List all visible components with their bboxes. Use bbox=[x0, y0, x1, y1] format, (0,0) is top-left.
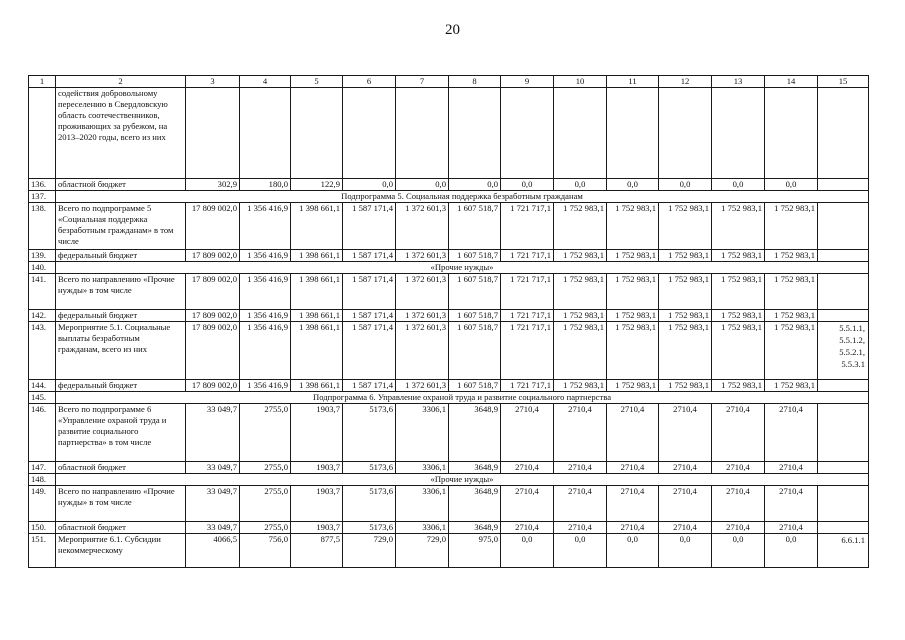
value-cell: 1 752 983,1 bbox=[659, 380, 712, 392]
value-cell: 1 356 416,9 bbox=[240, 203, 291, 250]
column-header: 15 bbox=[818, 76, 869, 88]
value-cell: 1 721 717,1 bbox=[501, 203, 554, 250]
table-row bbox=[29, 310, 869, 322]
value-cell: 1 752 983,1 bbox=[554, 250, 607, 262]
value-cell: 1 752 983,1 bbox=[554, 310, 607, 322]
row-number: 140. bbox=[29, 262, 56, 274]
row-name: федеральный бюджет bbox=[56, 310, 186, 322]
row-number: 146. bbox=[29, 404, 56, 462]
value-cell: 2710,4 bbox=[554, 522, 607, 534]
value-cell: 2710,4 bbox=[501, 404, 554, 462]
value-cell: 17 809 002,0 bbox=[186, 203, 240, 250]
value-cell: 3306,1 bbox=[396, 404, 449, 462]
value-cell: 1 752 983,1 bbox=[765, 310, 818, 322]
value-cell bbox=[186, 88, 240, 179]
value-cell: 729,0 bbox=[343, 534, 396, 568]
value-cell: 0,0 bbox=[607, 179, 659, 191]
target-indicator-ref bbox=[818, 179, 869, 191]
value-cell: 1 372 601,3 bbox=[396, 322, 449, 380]
value-cell bbox=[554, 88, 607, 179]
value-cell: 17 809 002,0 bbox=[186, 380, 240, 392]
value-cell: 2710,4 bbox=[501, 486, 554, 522]
value-cell: 1903,7 bbox=[291, 486, 343, 522]
value-cell: 1 752 983,1 bbox=[765, 322, 818, 380]
value-cell: 1 587 171,4 bbox=[343, 322, 396, 380]
row-name: Мероприятие 5.1. Социальные выплаты безработным гражданам, всего из них bbox=[56, 322, 186, 380]
column-header: 14 bbox=[765, 76, 818, 88]
value-cell: 180,0 bbox=[240, 179, 291, 191]
column-header: 8 bbox=[449, 76, 501, 88]
value-cell: 2710,4 bbox=[712, 486, 765, 522]
value-cell: 33 049,7 bbox=[186, 404, 240, 462]
value-cell: 1 587 171,4 bbox=[343, 250, 396, 262]
row-number: 137. bbox=[29, 191, 56, 203]
row-name: содействия добровольному переселению в Свердловскую область соотечественников, проживающих за рубежом, на 2013–2020 годы, всего из них bbox=[56, 88, 186, 179]
column-header: 7 bbox=[396, 76, 449, 88]
value-cell: 0,0 bbox=[501, 179, 554, 191]
section-heading: «Прочие нужды» bbox=[56, 474, 869, 486]
value-cell: 2755,0 bbox=[240, 522, 291, 534]
value-cell: 17 809 002,0 bbox=[186, 310, 240, 322]
value-cell: 17 809 002,0 bbox=[186, 250, 240, 262]
row-name: Мероприятие 6.1. Субсидии некоммерческому bbox=[56, 534, 186, 568]
section-heading: Подпрограмма 6. Управление охраной труда и развитие социального партнерства bbox=[56, 392, 869, 404]
value-cell: 1 398 661,1 bbox=[291, 322, 343, 380]
value-cell: 1 587 171,4 bbox=[343, 310, 396, 322]
table-row bbox=[29, 392, 869, 404]
row-number: 147. bbox=[29, 462, 56, 474]
value-cell: 1903,7 bbox=[291, 462, 343, 474]
value-cell: 1 752 983,1 bbox=[554, 203, 607, 250]
row-name: федеральный бюджет bbox=[56, 380, 186, 392]
value-cell: 1 721 717,1 bbox=[501, 274, 554, 310]
value-cell bbox=[449, 88, 501, 179]
table-row bbox=[29, 250, 869, 262]
value-cell: 1 752 983,1 bbox=[607, 274, 659, 310]
column-number-row bbox=[29, 76, 869, 88]
value-cell: 1 721 717,1 bbox=[501, 380, 554, 392]
target-indicator-ref: 5.5.1.1, 5.5.1.2, 5.5.2.1, 5.5.3.1 bbox=[818, 322, 869, 380]
table-row bbox=[29, 179, 869, 191]
value-cell: 1 607 518,7 bbox=[449, 203, 501, 250]
table-row bbox=[29, 88, 869, 179]
column-header: 11 bbox=[607, 76, 659, 88]
value-cell bbox=[343, 88, 396, 179]
value-cell: 2755,0 bbox=[240, 462, 291, 474]
value-cell: 2710,4 bbox=[607, 404, 659, 462]
value-cell: 1 752 983,1 bbox=[554, 322, 607, 380]
value-cell: 122,9 bbox=[291, 179, 343, 191]
row-number: 150. bbox=[29, 522, 56, 534]
value-cell: 2710,4 bbox=[607, 462, 659, 474]
value-cell: 2710,4 bbox=[659, 462, 712, 474]
value-cell: 1 752 983,1 bbox=[712, 380, 765, 392]
value-cell: 1 372 601,3 bbox=[396, 310, 449, 322]
row-name: областной бюджет bbox=[56, 462, 186, 474]
value-cell: 1 752 983,1 bbox=[607, 250, 659, 262]
value-cell: 1 752 983,1 bbox=[712, 250, 765, 262]
row-name: Всего по направлению «Прочие нужды» в том числе bbox=[56, 274, 186, 310]
value-cell: 33 049,7 bbox=[186, 522, 240, 534]
value-cell: 3648,9 bbox=[449, 462, 501, 474]
column-header: 10 bbox=[554, 76, 607, 88]
column-header: 2 bbox=[56, 76, 186, 88]
value-cell: 1 607 518,7 bbox=[449, 380, 501, 392]
target-indicator-ref bbox=[818, 250, 869, 262]
value-cell bbox=[396, 88, 449, 179]
value-cell: 0,0 bbox=[765, 534, 818, 568]
value-cell: 1 607 518,7 bbox=[449, 250, 501, 262]
value-cell: 0,0 bbox=[501, 534, 554, 568]
value-cell: 1 721 717,1 bbox=[501, 250, 554, 262]
table-row bbox=[29, 404, 869, 462]
value-cell: 2710,4 bbox=[554, 486, 607, 522]
value-cell: 2710,4 bbox=[712, 522, 765, 534]
value-cell: 1 752 983,1 bbox=[607, 380, 659, 392]
value-cell: 1 752 983,1 bbox=[659, 203, 712, 250]
value-cell bbox=[659, 88, 712, 179]
value-cell: 2755,0 bbox=[240, 404, 291, 462]
value-cell: 0,0 bbox=[396, 179, 449, 191]
value-cell: 1 398 661,1 bbox=[291, 250, 343, 262]
value-cell: 1903,7 bbox=[291, 404, 343, 462]
value-cell: 1 752 983,1 bbox=[659, 310, 712, 322]
value-cell: 1 752 983,1 bbox=[659, 322, 712, 380]
target-indicator-ref bbox=[818, 310, 869, 322]
value-cell bbox=[291, 88, 343, 179]
target-indicator-ref bbox=[818, 522, 869, 534]
value-cell: 33 049,7 bbox=[186, 486, 240, 522]
value-cell: 3648,9 bbox=[449, 522, 501, 534]
value-cell: 1 398 661,1 bbox=[291, 203, 343, 250]
target-indicator-ref bbox=[818, 380, 869, 392]
row-number: 144. bbox=[29, 380, 56, 392]
table-row bbox=[29, 274, 869, 310]
value-cell: 2710,4 bbox=[607, 522, 659, 534]
budget-table bbox=[28, 75, 869, 568]
section-heading: Подпрограмма 5. Социальная поддержка безработным гражданам bbox=[56, 191, 869, 203]
row-number: 136. bbox=[29, 179, 56, 191]
value-cell: 2710,4 bbox=[554, 462, 607, 474]
value-cell: 2710,4 bbox=[501, 462, 554, 474]
value-cell: 2710,4 bbox=[554, 404, 607, 462]
value-cell bbox=[765, 88, 818, 179]
target-indicator-ref bbox=[818, 203, 869, 250]
value-cell: 5173,6 bbox=[343, 486, 396, 522]
value-cell: 0,0 bbox=[607, 534, 659, 568]
value-cell: 5173,6 bbox=[343, 462, 396, 474]
table-row bbox=[29, 322, 869, 380]
column-header: 3 bbox=[186, 76, 240, 88]
value-cell: 2710,4 bbox=[712, 462, 765, 474]
value-cell: 1 752 983,1 bbox=[607, 322, 659, 380]
value-cell: 0,0 bbox=[765, 179, 818, 191]
value-cell: 0,0 bbox=[659, 534, 712, 568]
value-cell: 1 398 661,1 bbox=[291, 380, 343, 392]
value-cell: 3648,9 bbox=[449, 404, 501, 462]
value-cell: 1 356 416,9 bbox=[240, 380, 291, 392]
table-body bbox=[29, 76, 869, 568]
value-cell: 2710,4 bbox=[659, 486, 712, 522]
value-cell bbox=[240, 88, 291, 179]
value-cell: 1 607 518,7 bbox=[449, 310, 501, 322]
value-cell: 2710,4 bbox=[765, 462, 818, 474]
value-cell: 1 587 171,4 bbox=[343, 380, 396, 392]
value-cell: 1 752 983,1 bbox=[712, 274, 765, 310]
value-cell: 756,0 bbox=[240, 534, 291, 568]
page-number: 20 bbox=[445, 22, 460, 38]
value-cell bbox=[712, 88, 765, 179]
row-number: 139. bbox=[29, 250, 56, 262]
row-number: 138. bbox=[29, 203, 56, 250]
value-cell: 0,0 bbox=[659, 179, 712, 191]
value-cell bbox=[607, 88, 659, 179]
row-name: Всего по подпрограмме 5 «Социальная поддержка безработным гражданам» в том числе bbox=[56, 203, 186, 250]
value-cell: 3648,9 bbox=[449, 486, 501, 522]
value-cell: 1 398 661,1 bbox=[291, 310, 343, 322]
row-name: областной бюджет bbox=[56, 179, 186, 191]
target-indicator-ref bbox=[818, 404, 869, 462]
value-cell: 1 752 983,1 bbox=[607, 203, 659, 250]
table-row bbox=[29, 191, 869, 203]
row-number: 149. bbox=[29, 486, 56, 522]
value-cell: 1 372 601,3 bbox=[396, 380, 449, 392]
value-cell: 1 752 983,1 bbox=[554, 380, 607, 392]
value-cell: 2755,0 bbox=[240, 486, 291, 522]
value-cell: 1 752 983,1 bbox=[765, 274, 818, 310]
value-cell: 3306,1 bbox=[396, 522, 449, 534]
value-cell: 2710,4 bbox=[765, 522, 818, 534]
table-row bbox=[29, 522, 869, 534]
row-name: областной бюджет bbox=[56, 522, 186, 534]
table-row bbox=[29, 474, 869, 486]
value-cell: 1 752 983,1 bbox=[659, 250, 712, 262]
value-cell: 1903,7 bbox=[291, 522, 343, 534]
value-cell: 1 752 983,1 bbox=[765, 380, 818, 392]
column-header: 12 bbox=[659, 76, 712, 88]
value-cell: 1 398 661,1 bbox=[291, 274, 343, 310]
value-cell: 2710,4 bbox=[765, 404, 818, 462]
value-cell: 1 752 983,1 bbox=[712, 310, 765, 322]
value-cell: 0,0 bbox=[554, 179, 607, 191]
target-indicator-ref bbox=[818, 88, 869, 179]
value-cell: 1 372 601,3 bbox=[396, 203, 449, 250]
value-cell: 17 809 002,0 bbox=[186, 274, 240, 310]
value-cell: 1 752 983,1 bbox=[712, 203, 765, 250]
row-name: Всего по подпрограмме 6 «Управление охраной труда и развитие социального партнерства» в том числе bbox=[56, 404, 186, 462]
section-heading: «Прочие нужды» bbox=[56, 262, 869, 274]
value-cell: 5173,6 bbox=[343, 404, 396, 462]
value-cell: 1 607 518,7 bbox=[449, 274, 501, 310]
value-cell: 1 372 601,3 bbox=[396, 250, 449, 262]
value-cell: 0,0 bbox=[554, 534, 607, 568]
value-cell: 2710,4 bbox=[501, 522, 554, 534]
value-cell: 2710,4 bbox=[659, 404, 712, 462]
value-cell: 1 356 416,9 bbox=[240, 274, 291, 310]
value-cell: 2710,4 bbox=[659, 522, 712, 534]
value-cell: 0,0 bbox=[449, 179, 501, 191]
table-row bbox=[29, 486, 869, 522]
row-number bbox=[29, 88, 56, 179]
value-cell: 302,9 bbox=[186, 179, 240, 191]
value-cell: 975,0 bbox=[449, 534, 501, 568]
value-cell: 1 752 983,1 bbox=[712, 322, 765, 380]
row-name: федеральный бюджет bbox=[56, 250, 186, 262]
table-row bbox=[29, 462, 869, 474]
value-cell: 1 752 983,1 bbox=[607, 310, 659, 322]
table-row bbox=[29, 534, 869, 568]
value-cell: 1 752 983,1 bbox=[659, 274, 712, 310]
column-header: 13 bbox=[712, 76, 765, 88]
target-indicator-ref bbox=[818, 274, 869, 310]
value-cell: 2710,4 bbox=[765, 486, 818, 522]
row-number: 142. bbox=[29, 310, 56, 322]
value-cell: 1 752 983,1 bbox=[765, 250, 818, 262]
value-cell: 1 372 601,3 bbox=[396, 274, 449, 310]
value-cell: 5173,6 bbox=[343, 522, 396, 534]
row-number: 141. bbox=[29, 274, 56, 310]
value-cell: 1 721 717,1 bbox=[501, 310, 554, 322]
row-name: Всего по направлению «Прочие нужды» в том числе bbox=[56, 486, 186, 522]
value-cell: 1 752 983,1 bbox=[765, 203, 818, 250]
column-header: 6 bbox=[343, 76, 396, 88]
column-header: 5 bbox=[291, 76, 343, 88]
column-header: 1 bbox=[29, 76, 56, 88]
value-cell: 1 356 416,9 bbox=[240, 322, 291, 380]
row-number: 143. bbox=[29, 322, 56, 380]
value-cell: 3306,1 bbox=[396, 462, 449, 474]
value-cell: 729,0 bbox=[396, 534, 449, 568]
target-indicator-ref bbox=[818, 486, 869, 522]
table-row bbox=[29, 203, 869, 250]
value-cell: 1 752 983,1 bbox=[554, 274, 607, 310]
value-cell bbox=[501, 88, 554, 179]
value-cell: 2710,4 bbox=[607, 486, 659, 522]
column-header: 9 bbox=[501, 76, 554, 88]
value-cell: 4066,5 bbox=[186, 534, 240, 568]
value-cell: 1 356 416,9 bbox=[240, 250, 291, 262]
column-header: 4 bbox=[240, 76, 291, 88]
table-row bbox=[29, 380, 869, 392]
value-cell: 0,0 bbox=[343, 179, 396, 191]
value-cell: 2710,4 bbox=[712, 404, 765, 462]
target-indicator-ref bbox=[818, 462, 869, 474]
row-number: 148. bbox=[29, 474, 56, 486]
value-cell: 0,0 bbox=[712, 179, 765, 191]
value-cell: 33 049,7 bbox=[186, 462, 240, 474]
value-cell: 877,5 bbox=[291, 534, 343, 568]
value-cell: 1 607 518,7 bbox=[449, 322, 501, 380]
value-cell: 1 721 717,1 bbox=[501, 322, 554, 380]
value-cell: 1 356 416,9 bbox=[240, 310, 291, 322]
target-indicator-ref: 6.6.1.1 bbox=[818, 534, 869, 568]
value-cell: 17 809 002,0 bbox=[186, 322, 240, 380]
row-number: 145. bbox=[29, 392, 56, 404]
value-cell: 1 587 171,4 bbox=[343, 274, 396, 310]
value-cell: 1 587 171,4 bbox=[343, 203, 396, 250]
row-number: 151. bbox=[29, 534, 56, 568]
value-cell: 0,0 bbox=[712, 534, 765, 568]
table-row bbox=[29, 262, 869, 274]
value-cell: 3306,1 bbox=[396, 486, 449, 522]
